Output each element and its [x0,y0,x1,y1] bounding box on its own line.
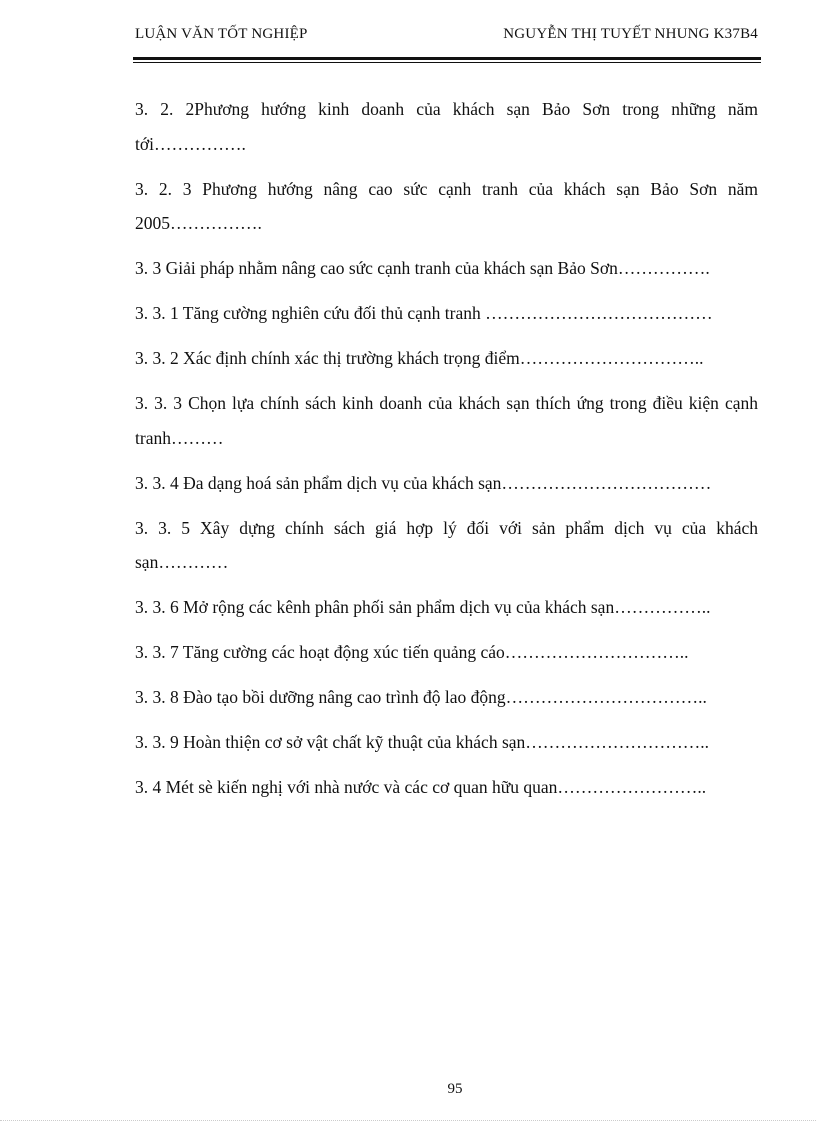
header-rule-thick [133,57,761,60]
header-thesis-title: LUẬN VĂN TỐT NGHIỆP [135,26,308,42]
toc-entry: 3. 4 Mét sè kiến nghị với nhà nước và các cơ quan hữu quan…………………….. [135,777,707,797]
toc-entry: 3. 3. 6 Mở rộng các kênh phân phối sản phẩm dịch vụ của khách sạn…………….. [135,597,711,617]
header-author: NGUYỄN THỊ TUYẾT NHUNG K37B4 [503,26,758,42]
toc-entry: 3. 3. 2 Xác định chính xác thị trường khách trọng điểm………………………….. [135,348,704,368]
table-of-contents [135,92,758,815]
page-bottom-border [0,1120,816,1121]
toc-entry: 3. 3. 7 Tăng cường các hoạt động xúc tiến quảng cáo………………………….. [135,642,689,662]
toc-entry: 3. 2. 2Phương hướng kinh doanh của khách sạn Bảo Sơn trong những năm tới……………. [135,99,758,154]
running-header [135,26,758,48]
toc-entry: 3. 3 Giải pháp nhằm nâng cao sức cạnh tranh của khách sạn Bảo Sơn……………. [135,258,710,278]
toc-entry: 3. 3. 4 Đa dạng hoá sản phẩm dịch vụ của khách sạn……………………………… [135,472,712,493]
header-rule-thin [133,62,761,63]
toc-entry: 3. 3. 1 Tăng cường nghiên cứu đối thủ cạnh tranh ………………………………… [135,303,713,323]
toc-entry: 3. 3. 8 Đào tạo bồi dưỡng nâng cao trình độ lao động…………………………….. [135,687,707,707]
page-number: 95 [447,1081,463,1097]
toc-entry: 3. 3. 5 Xây dựng chính sách giá hợp lý đối với sản phẩm dịch vụ của khách sạn………… [135,517,758,572]
toc-entry: 3. 3. 9 Hoàn thiện cơ sở vật chất kỹ thuật của khách sạn………………………….. [135,732,710,752]
toc-entry: 3. 2. 3 Phương hướng nâng cao sức cạnh tranh của khách sạn Bảo Sơn năm 2005……………. [135,178,758,233]
toc-entry: 3. 3. 3 Chọn lựa chính sách kinh doanh của khách sạn thích ứng trong điều kiện cạnh tranh……… [135,393,758,448]
